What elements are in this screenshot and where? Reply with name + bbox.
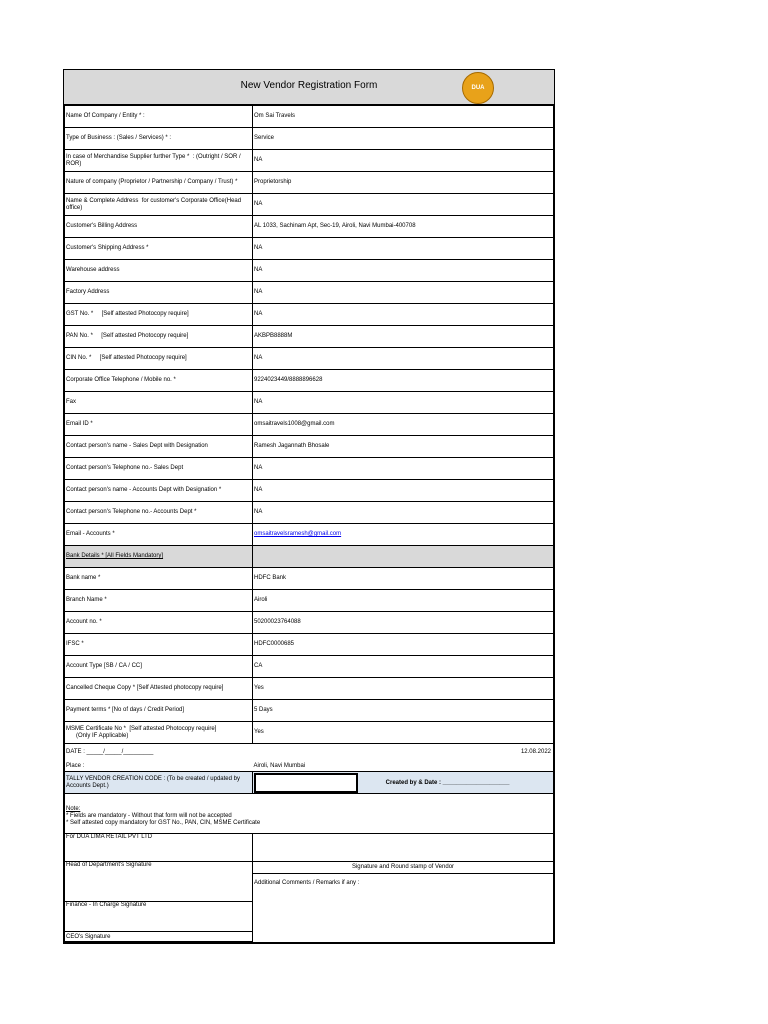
field-value[interactable]: NA [253,502,554,524]
for-company: For DUA LIMA RETAIL PVT LTD [65,834,253,862]
field-value[interactable]: Service [253,128,554,150]
bank-value[interactable]: Yes [253,678,554,700]
field-value[interactable]: NA [253,480,554,502]
ceo-signature-label: CEO's Signature [65,932,253,942]
field-row [65,524,554,546]
date-value: 12.08.2022 [520,749,551,755]
field-label: Factory Address [65,282,253,304]
field-row [65,260,554,282]
bank-label: Cancelled Cheque Copy * [Self Attested photocopy require] [65,678,253,700]
vendor-registration-form [63,69,555,944]
field-label: Contact person's Telephone no.- Sales Dept [65,458,253,480]
note-line-1: * Fields are mandatory - Without that form will not be accepted [66,813,232,819]
field-row [65,414,554,436]
field-row [65,216,554,238]
bank-row [65,722,554,744]
form-header [64,70,554,105]
field-label: GST No. * [Self attested Photocopy require] [65,304,253,326]
field-label: Warehouse address [65,260,253,282]
field-label: Name & Complete Address for customer's Corporate Office(Head office) [65,194,253,216]
bank-label: Payment terms * [No of days / Credit Period] [65,700,253,722]
notes-block [65,794,554,834]
vendor-signature-label: Signature and Round stamp of Vendor [253,862,554,874]
field-label: Contact person's name - Accounts Dept with Designation * [65,480,253,502]
note-title: Note: [66,806,81,812]
field-row [65,502,554,524]
field-label: Contact person's Telephone no.- Accounts Dept * [65,502,253,524]
field-row [65,392,554,414]
bank-row [65,656,554,678]
logo-text: DUA [471,85,485,91]
field-value[interactable]: NA [253,282,554,304]
field-value[interactable]: AL 1033, Sachinam Apt, Sec-19, Airoli, Navi Mumbai-400708 [253,216,554,238]
bank-row [65,634,554,656]
field-value[interactable]: NA [253,348,554,370]
bank-row [65,678,554,700]
hod-signature-label: Head of Department's Signature [65,862,253,902]
field-row [65,106,554,128]
field-value[interactable]: NA [253,194,554,216]
field-value[interactable]: NA [253,458,554,480]
field-row [65,150,554,172]
field-value[interactable]: Proprietorship [253,172,554,194]
field-label: Type of Business : (Sales / Services) * : [65,128,253,150]
date-row [65,744,554,762]
field-value[interactable]: Ramesh Jagannath Bhosale [253,436,554,458]
bank-value[interactable]: HDFC Bank [253,568,554,590]
vendor-details-table [64,105,554,943]
bank-row [65,612,554,634]
field-value[interactable]: NA [253,392,554,414]
field-row [65,128,554,150]
tally-code-cell [253,772,554,794]
field-value[interactable]: 9224023449/8888896628 [253,370,554,392]
field-value[interactable]: omsaitravelsramesh@gmail.com [253,524,554,546]
field-row [65,370,554,392]
field-label: Name Of Company / Entity * : [65,106,253,128]
field-label: Fax [65,392,253,414]
finance-signature-label: Finance - In Charge Signature [65,902,253,932]
field-label: Customer's Billing Address [65,216,253,238]
field-row [65,436,554,458]
form-title: New Vendor Registration Form [240,80,378,91]
for-company-blank [253,834,554,862]
bank-label: Bank name * [65,568,253,590]
field-row [65,172,554,194]
field-row [65,282,554,304]
field-label: CIN No. * [Self attested Photocopy require] [65,348,253,370]
bank-value[interactable]: Yes [253,722,554,744]
place-label: Place : [65,762,253,772]
comments-label: Additional Comments / Remarks if any : [253,874,554,943]
field-label: Contact person's name - Sales Dept with Designation [65,436,253,458]
bank-value[interactable]: 50200023764088 [253,612,554,634]
bank-label: Account Type [SB / CA / CC] [65,656,253,678]
bank-value[interactable]: 5 Days [253,700,554,722]
field-value[interactable]: Om Sai Travels [253,106,554,128]
tally-code-label: TALLY VENDOR CREATION CODE : (To be created / updated by Accounts Dept.) [65,772,253,794]
bank-label: Branch Name * [65,590,253,612]
bank-label: IFSC * [65,634,253,656]
bank-details-header-blank [253,546,554,568]
field-value[interactable]: AKBPB8888M [253,326,554,348]
bank-row [65,590,554,612]
bank-row [65,568,554,590]
field-value[interactable]: omsaitravels1008@gmail.com [253,414,554,436]
company-logo [462,72,494,104]
date-label: DATE : _____/_____/_________ [66,749,154,756]
bank-label: MSME Certificate No * [Self attested Photocopy require] (Only IF Applicable) [65,722,253,744]
field-label: Customer's Shipping Address * [65,238,253,260]
bank-value[interactable]: CA [253,656,554,678]
bank-details-header: Bank Details * [All Fields Mandatory] [65,546,253,568]
field-row [65,194,554,216]
bank-value[interactable]: HDFC0000685 [253,634,554,656]
bank-label: Account no. * [65,612,253,634]
field-value[interactable]: NA [253,150,554,172]
field-value[interactable]: NA [253,260,554,282]
field-label: Nature of company (Proprietor / Partnership / Company / Trust) * [65,172,253,194]
field-row [65,458,554,480]
field-label: Corporate Office Telephone / Mobile no. * [65,370,253,392]
field-value[interactable]: NA [253,238,554,260]
field-row [65,348,554,370]
tally-code-input[interactable] [254,773,358,793]
field-row [65,480,554,502]
field-row [65,326,554,348]
bank-value[interactable]: Airoli [253,590,554,612]
field-label: In case of Merchandise Supplier further Type * : (Outright / SOR / ROR) [65,150,253,172]
field-row [65,238,554,260]
field-label: Email - Accounts * [65,524,253,546]
field-row [65,304,554,326]
created-by-label: Created by & Date : ____________________ [385,780,510,787]
field-value[interactable]: NA [253,304,554,326]
field-label: PAN No. * [Self attested Photocopy require] [65,326,253,348]
field-label: Email ID * [65,414,253,436]
note-line-2: * Self attested copy mandatory for GST No., PAN, CIN, MSME Certificate [66,820,261,826]
bank-row [65,700,554,722]
place-value: Airoli, Navi Mumbai [253,762,554,772]
